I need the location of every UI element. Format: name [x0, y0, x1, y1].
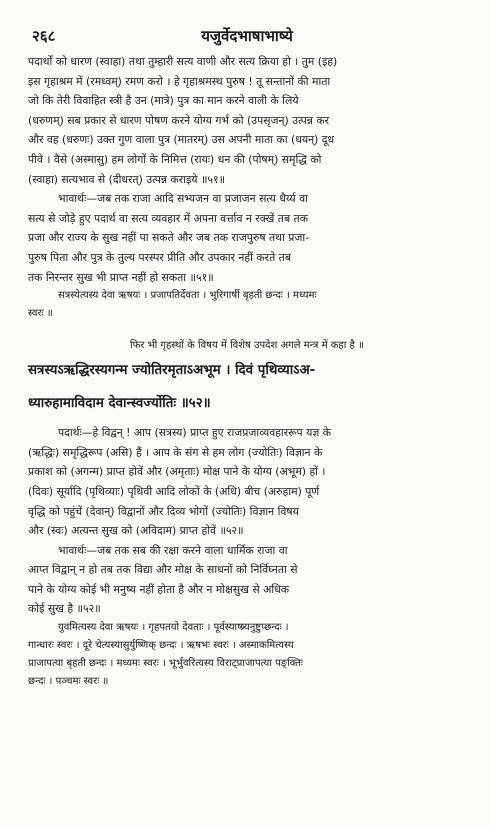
verse-51-explanation	[28, 52, 466, 189]
page-number: २६८	[32, 27, 56, 45]
verse-53-notes	[28, 619, 466, 691]
text-line: (स्वाहा) सत्यभाव से (दीधरत्) उत्पन्न कराइये ॥५१॥	[28, 172, 226, 186]
bhavartha-line: आप्त विद्वान् न हो तब तक विद्या और मोक्ष के साधनों को निर्विघ्नता से	[28, 563, 298, 577]
verse-52-padartha	[28, 423, 466, 541]
text-line: जो कि तेरी विवाहित स्त्री है उन (मात्रे) पुत्र का मान करने वाली के लिये	[28, 94, 299, 108]
note-line: युवमित्यस्य देवा ऋषयः । गृहपतयो देवताः । पूर्वस्याष्ष्र्यनुष्टुप्छन्दः ।	[58, 622, 289, 634]
padartha-line: और (स्वः) अत्यन्त सुख को (अविदाम) प्राप्त होवें ॥५२॥	[28, 524, 244, 538]
running-title: यजुर्वेदभाषाभाष्ये	[201, 27, 293, 45]
note-line: प्राजापत्या बृहती छन्दः । मध्यमः स्वरः । भूर्भुवरित्यस्य विराट्प्राजापत्या पङ्क्तिः	[28, 658, 303, 670]
padartha-line: प्रकाश को (अगन्म) प्राप्त होवें और (अमृताः) मोक्ष पाने के योग्य (अभूम) हों ।	[28, 465, 326, 479]
bhavartha-line: प्रजा और राज्य के सुख नहीं पा सकते और जब तक राजपुरुष तथा प्रजा-	[28, 231, 310, 245]
bhavartha-line: पुरुष पिता और पुत्र के तुल्य परस्पर प्रीति और उपकार नहीं करते तब	[28, 250, 291, 264]
text-line: पदार्थों को धारण (स्वाहा) तथा तुम्हारी सत्य वाणी और सत्य क्रिया हो । तुम (इह)	[28, 55, 338, 68]
padartha-line: (ऋद्धिः) समृद्धिरूप (असि) हैं । आप के संग से हम लोग (ज्योतिः) विज्ञान के	[28, 445, 323, 459]
page-header	[28, 0, 466, 52]
mantra-52	[28, 357, 466, 417]
mantra-line: ध्यारुहामाविदाम देवान्स्वर्ज्योतिः ॥५२॥	[28, 396, 211, 412]
verse-51-notes	[28, 287, 466, 323]
verse-51-bhavartha	[28, 189, 466, 287]
bhavartha-line: कोई सुख है ॥५२॥	[28, 602, 101, 616]
padartha-line: पदार्थः—हे विद्वन् ! आप (सत्रस्य) प्राप्त हुए राजप्रजाव्यवहाररूप यज्ञ के	[58, 426, 331, 440]
note-line: छन्दः । पञ्चमः स्वरः ॥	[28, 676, 109, 688]
verse-52-bhavartha	[28, 541, 466, 619]
note-line: गान्धारः स्वरः । दूरे चेत्यस्यासुर्युष्णिक् छन्दः । ऋषभः स्वरः । अस्माकमित्यस्य	[28, 640, 294, 652]
bhavartha-line: पाने के योग्य कोई भी मनुष्य नहीं होता है और न मोक्षसुख से अधिक	[28, 582, 290, 596]
text-line: इस गृहाश्रम में (रमध्वम्) रमण करो । हे गृहाश्रमस्थ पुरुष ! तू सन्तानों की माता	[28, 74, 331, 88]
bhavartha-line: भावार्थः—जब तक राजा आदि सभ्यजन वा प्रजाजन सत्य धैर्य्य वा	[58, 192, 308, 206]
bhavartha-line: तक निरन्तर सुख भी प्राप्त नहीं हो सकता ॥५१॥	[28, 270, 214, 284]
text-line: और वह (धरुणः) उक्त गुण वाला पुत्र (मातरम्) उस अपनी माता का (धयन्) दूध	[28, 133, 335, 147]
note-line: सत्रस्येत्यस्य देवा ऋषयः । प्रजापतिर्देवता । भुरिगार्षी बृहती छन्दः । मध्यमः	[58, 290, 317, 302]
text-line: (धरुणम्) सब प्रकार से धारण पोषण करने योग्य गर्भ को (उपसृजन्) उत्पन्न कर	[28, 113, 330, 127]
mantra-line: सत्रस्यऽऋद्धिरस्यगन्म ज्योतिरमृताऽअभूम । दिवं पृथिव्याऽअ-	[28, 363, 316, 379]
padartha-line: (दिवः) सूर्यादि (पृथिव्याः) पृथिवी आदि लोकों के (अधि) बीच (अरुहाम) पूर्ण	[28, 484, 320, 498]
bhavartha-line: सत्य से जोड़े हुए पदार्थ वा सत्य व्यवहार में अपना वर्त्ताव न रक्खें तब तक	[28, 211, 308, 225]
transition-line: फिर भी गृहस्थों के विषय में विशेष उपदेश अगले मन्त्र में कहा है ॥	[130, 340, 364, 352]
note-line: स्वरः ॥	[28, 308, 53, 320]
text-line: पीवे । वैसे (अस्मासु) हम लोगों के निमित्त (रायः) धन की (पोषम्) समृद्धि को	[28, 152, 322, 166]
padartha-line: वृद्धि को पहुंचें (देवान्) विद्वानों और दिव्य भोगों (ज्योतिः) विज्ञान विषय	[28, 504, 299, 518]
bhavartha-line: भावार्थः—जब तक सब की रक्षा करने वाला धार्मिक राजा वा	[58, 543, 288, 557]
